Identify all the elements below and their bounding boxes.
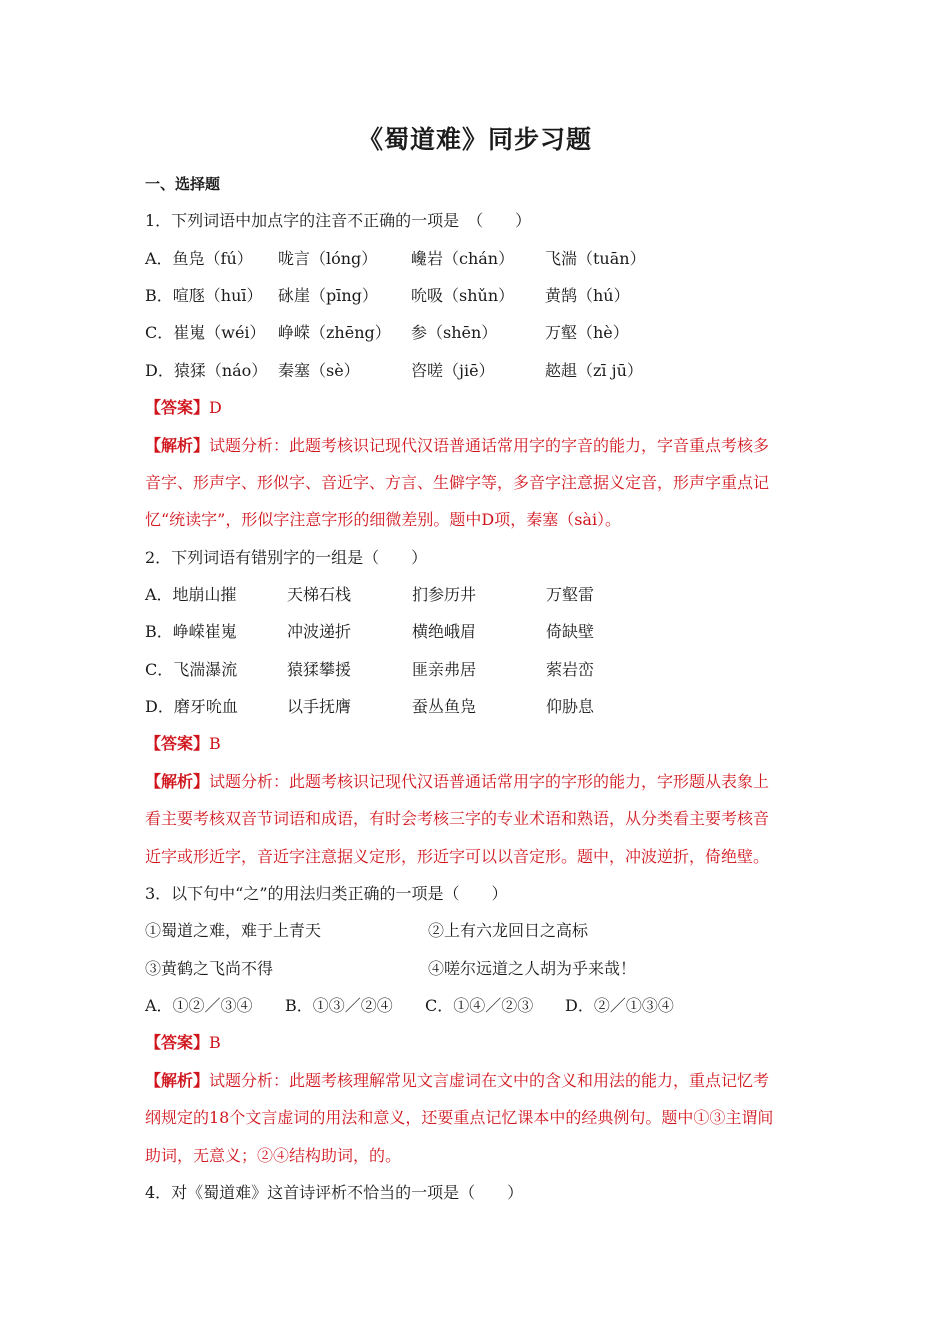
option-item: 万壑雷 bbox=[546, 585, 595, 604]
choice-item: A．①②／③④ bbox=[145, 996, 253, 1015]
option-item: 万壑（hè） bbox=[545, 323, 629, 342]
question-2-option-b bbox=[145, 622, 594, 642]
answer-tag: 【答案】 bbox=[145, 1033, 210, 1052]
sentence-item: ②上有六龙回日之高标 bbox=[428, 921, 589, 940]
question-2-stem: 2．下列词语有错别字的一组是（ ） bbox=[145, 548, 428, 567]
option-item: B．喧豗（huī） bbox=[145, 286, 263, 305]
answer-tag: 【答案】 bbox=[145, 734, 210, 753]
option-item: 以手抚膺 bbox=[287, 697, 352, 716]
option-item: 横绝峨眉 bbox=[412, 622, 477, 641]
question-3-sentences-row-1 bbox=[145, 921, 588, 941]
option-item: 萦岩峦 bbox=[546, 660, 595, 679]
option-item: 冲波递折 bbox=[287, 622, 352, 641]
question-1-option-a bbox=[145, 249, 646, 269]
option-item: A．鱼凫（fú） bbox=[145, 249, 253, 268]
question-2-option-d bbox=[145, 697, 594, 717]
answer-value: B bbox=[209, 734, 221, 753]
option-item: 蚕丛鱼凫 bbox=[412, 697, 477, 716]
choice-item: D．②／①③④ bbox=[565, 996, 674, 1015]
analysis-tag: 【解析】 bbox=[145, 436, 210, 455]
question-3-sentences-row-2 bbox=[145, 959, 636, 979]
analysis-text: 看主要考核双音节词语和成语，有时会考核三字的专业术语和熟语，从分类看主要考核音 bbox=[145, 809, 770, 828]
option-item: 巉岩（chán） bbox=[411, 249, 515, 268]
option-item: 秦塞（sè） bbox=[278, 361, 360, 380]
option-item: 咨嗟（jiē） bbox=[411, 361, 495, 380]
question-4-stem: 4．对《蜀道难》这首诗评析不恰当的一项是（ ） bbox=[145, 1183, 524, 1202]
answer-value: B bbox=[209, 1033, 221, 1052]
choice-item: C．①④／②③ bbox=[425, 996, 534, 1015]
question-3-choices bbox=[145, 996, 705, 1016]
question-1-analysis bbox=[145, 436, 769, 456]
question-1-answer bbox=[145, 398, 222, 418]
analysis-text: 忆“统读字”，形似字注意字形的细微差别。题中D项，秦塞（sài）。 bbox=[145, 510, 622, 529]
question-2-analysis bbox=[145, 772, 769, 792]
question-3-analysis bbox=[145, 1071, 769, 1091]
option-item: 咙言（lóng） bbox=[278, 249, 378, 268]
option-item: C．飞湍瀑流 bbox=[145, 660, 238, 679]
option-item: 黄鹄（hú） bbox=[545, 286, 630, 305]
analysis-text: 试题分析：此题考核识记现代汉语普通话常用字的字音的能力，字音重点考核多 bbox=[209, 436, 770, 455]
analysis-tag: 【解析】 bbox=[145, 1071, 210, 1090]
question-2-option-c bbox=[145, 660, 594, 680]
sentence-item: ③黄鹤之飞尚不得 bbox=[145, 959, 274, 978]
option-item: 砯崖（pīng） bbox=[278, 286, 378, 305]
question-1-option-d bbox=[145, 361, 643, 381]
question-1-option-c bbox=[145, 323, 629, 343]
page-title: 《蜀道难》同步习题 bbox=[357, 125, 592, 154]
section-heading: 一、选择题 bbox=[145, 175, 221, 193]
option-item: 匪亲弗居 bbox=[412, 660, 477, 679]
question-1-option-b bbox=[145, 286, 630, 306]
option-item: B．峥嵘崔嵬 bbox=[145, 622, 237, 641]
option-item: 参（shēn） bbox=[411, 323, 498, 342]
option-item: 天梯石栈 bbox=[287, 585, 352, 604]
analysis-text: 助词，无意义；②④结构助词，的。 bbox=[145, 1146, 402, 1165]
analysis-tag: 【解析】 bbox=[145, 772, 210, 791]
analysis-text: 音字、形声字、形似字、音近字、方言、生僻字等，多音字注意据义定音，形声字重点记 bbox=[145, 473, 770, 492]
option-item: 猿猱攀援 bbox=[287, 660, 352, 679]
question-3-answer bbox=[145, 1033, 221, 1053]
analysis-text: 试题分析：此题考核理解常见文言虚词在文中的含义和用法的能力，重点记忆考 bbox=[209, 1071, 770, 1090]
option-item: D．磨牙吮血 bbox=[145, 697, 238, 716]
option-item: 飞湍（tuān） bbox=[545, 249, 646, 268]
option-item: 仰胁息 bbox=[546, 697, 595, 716]
choice-item: B．①③／②④ bbox=[285, 996, 393, 1015]
question-3-stem: 3．以下句中“之”的用法归类正确的一项是（ ） bbox=[145, 884, 508, 903]
option-item: D．猿猱（náo） bbox=[145, 361, 268, 380]
option-item: 峥嵘（zhēng） bbox=[278, 323, 391, 342]
question-2-option-a bbox=[145, 585, 594, 605]
question-1-stem: 1．下列词语中加点字的注音不正确的一项是 （ ） bbox=[145, 211, 532, 230]
option-item: C．崔嵬（wéi） bbox=[145, 323, 266, 342]
sentence-item: ①蜀道之难，难于上青天 bbox=[145, 921, 322, 940]
sentence-item: ④嗟尔远道之人胡为乎来哉！ bbox=[428, 959, 637, 978]
option-item: 趑趄（zī jū） bbox=[545, 361, 643, 380]
question-2-answer bbox=[145, 734, 221, 754]
option-item: 扪参历井 bbox=[412, 585, 477, 604]
analysis-text: 试题分析：此题考核识记现代汉语普通话常用字的字形的能力，字形题从表象上 bbox=[209, 772, 770, 791]
option-item: 倚缺壁 bbox=[546, 622, 595, 641]
answer-tag: 【答案】 bbox=[145, 398, 210, 417]
option-item: A．地崩山摧 bbox=[145, 585, 237, 604]
answer-value: D bbox=[209, 398, 222, 417]
analysis-text: 纲规定的18个文言虚词的用法和意义，还要重点记忆课本中的经典例句。题中①③主谓间 bbox=[145, 1108, 774, 1127]
option-item: 吮吸（shǔn） bbox=[411, 286, 515, 305]
analysis-text: 近字或形近字，音近字注意据义定形，形近字可以以音定形。题中，冲波逆折，倚绝壁。 bbox=[145, 847, 770, 866]
